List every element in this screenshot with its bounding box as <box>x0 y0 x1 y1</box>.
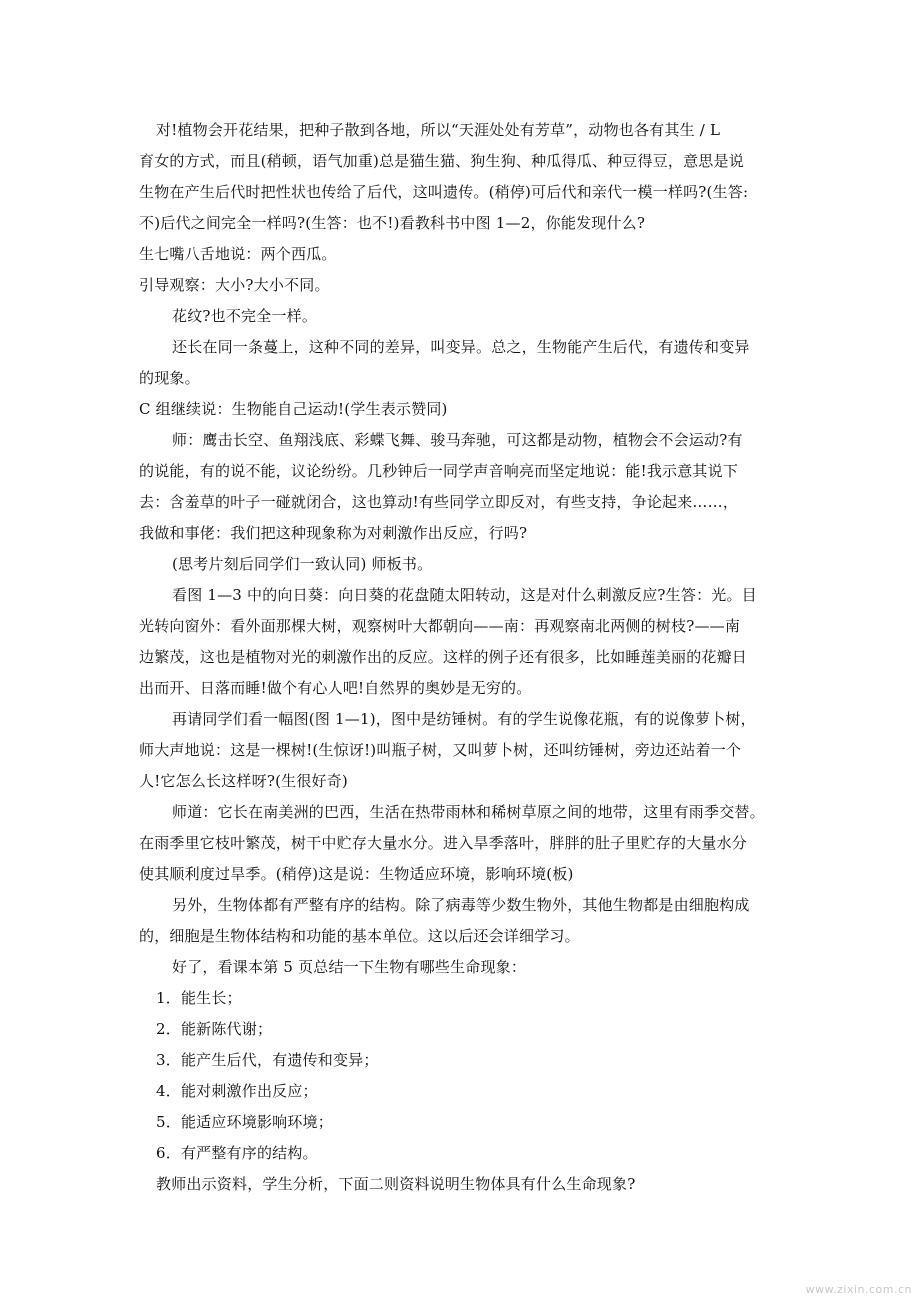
paragraph-line: 师大声地说：这是一棵树!(生惊讶!)叫瓶子树，又叫萝卜树，还叫纺锤树，旁边还站着一个 <box>139 741 742 759</box>
paragraph-line: 看图 1—3 中的向日葵：向日葵的花盘随太阳转动，这是对什么刺激反应?生答：光。目 <box>172 586 757 604</box>
paragraph-line: 还长在同一条蔓上，这种不同的差异，叫变异。总之，生物能产生后代，有遗传和变异 <box>172 338 750 356</box>
list-item: 5．能适应环境影响环境； <box>156 1113 333 1131</box>
paragraph-line: 的，细胞是生物体结构和功能的基本单位。这以后还会详细学习。 <box>139 927 580 945</box>
paragraph-line: 好了，看课本第 5 页总结一下生物有哪些生命现象： <box>172 958 527 976</box>
paragraph-line: 师道：它长在南美洲的巴西，生活在热带雨林和稀树草原之间的地带，这里有雨季交替。 <box>172 803 765 821</box>
paragraph-line: 师：鹰击长空、鱼翔浅底、彩蝶飞舞、骏马奔驰，可这都是动物，植物会不会运动?有 <box>172 431 743 449</box>
paragraph-line: 对!植物会开花结果，把种子散到各地，所以“天涯处处有芳草”，动物也各有其生 / L <box>156 121 721 139</box>
paragraph-line: 边繁茂，这也是植物对光的刺激作出的反应。这样的例子还有很多，比如睡莲美丽的花瓣日 <box>139 648 748 666</box>
paragraph-line: 在雨季里它枝叶繁茂，树干中贮存大量水分。进入旱季落叶，胖胖的肚子里贮存的大量水分 <box>139 834 748 852</box>
paragraph-line: 引导观察：大小?大小不同。 <box>139 276 330 294</box>
paragraph-line: 再请同学们看一幅图(图 1—1)，图中是纺锤树。有的学生说像花瓶，有的说像萝卜树， <box>172 710 756 728</box>
paragraph-line: C 组继续说：生物能自己运动!(学生表示赞同) <box>139 400 448 418</box>
paragraph-line: 使其顺利度过旱季。(稍停)这是说：生物适应环境，影响环境(板) <box>139 865 574 883</box>
paragraph-line: 生物在产生后代时把性状也传给了后代，这叫遗传。(稍停)可后代和亲代一模一样吗?(生答: <box>139 183 749 201</box>
paragraph-line: 的现象。 <box>139 369 200 387</box>
list-item: 2．能新陈代谢； <box>156 1020 273 1038</box>
list-item: 3．能产生后代，有遗传和变异； <box>156 1051 379 1069</box>
paragraph-line: 花纹?也不完全一样。 <box>172 307 318 325</box>
list-item: 4．能对刺激作出反应； <box>156 1082 318 1100</box>
paragraph-line: 的说能，有的说不能，议论纷纷。几秒钟后一同学声音响亮而坚定地说：能!我示意其说下 <box>139 462 739 480</box>
list-item: 1．能生长； <box>156 989 242 1007</box>
paragraph-line: 不)后代之间完全一样吗?(生答：也不!)看教科书中图 1—2，你能发现什么? <box>139 214 646 232</box>
paragraph-line: 去：含羞草的叶子一碰就闭合，这也算动!有些同学立即反对，有些支持，争论起来……， <box>139 493 739 511</box>
paragraph-line: 育女的方式，而且(稍顿，语气加重)总是猫生猫、狗生狗、种瓜得瓜、种豆得豆，意思是说 <box>139 152 744 170</box>
list-item: 6．有严整有序的结构。 <box>156 1144 318 1162</box>
paragraph-line: 另外，生物体都有严整有序的结构。除了病毒等少数生物外，其他生物都是由细胞构成 <box>172 896 750 914</box>
watermark: www.zixin.com.cn <box>805 1283 912 1296</box>
paragraph-line: 我做和事佬：我们把这种现象称为对刺激作出反应，行吗? <box>139 524 528 542</box>
paragraph-line: (思考片刻后同学们一致认同) 师板书。 <box>172 555 433 573</box>
paragraph-line: 出而开、日落而睡!做个有心人吧!自然界的奥妙是无穷的。 <box>139 679 532 697</box>
paragraph-line: 生七嘴八舌地说：两个西瓜。 <box>139 245 337 263</box>
paragraph-line: 光转向窗外：看外面那棵大树，观察树叶大都朝向——南：再观察南北两侧的树枝?——南 <box>139 617 741 635</box>
paragraph-line: 人!它怎么长这样呀?(生很好奇) <box>139 772 348 790</box>
paragraph-line: 教师出示资料，学生分析，下面二则资料说明生物体具有什么生命现象? <box>156 1175 636 1193</box>
